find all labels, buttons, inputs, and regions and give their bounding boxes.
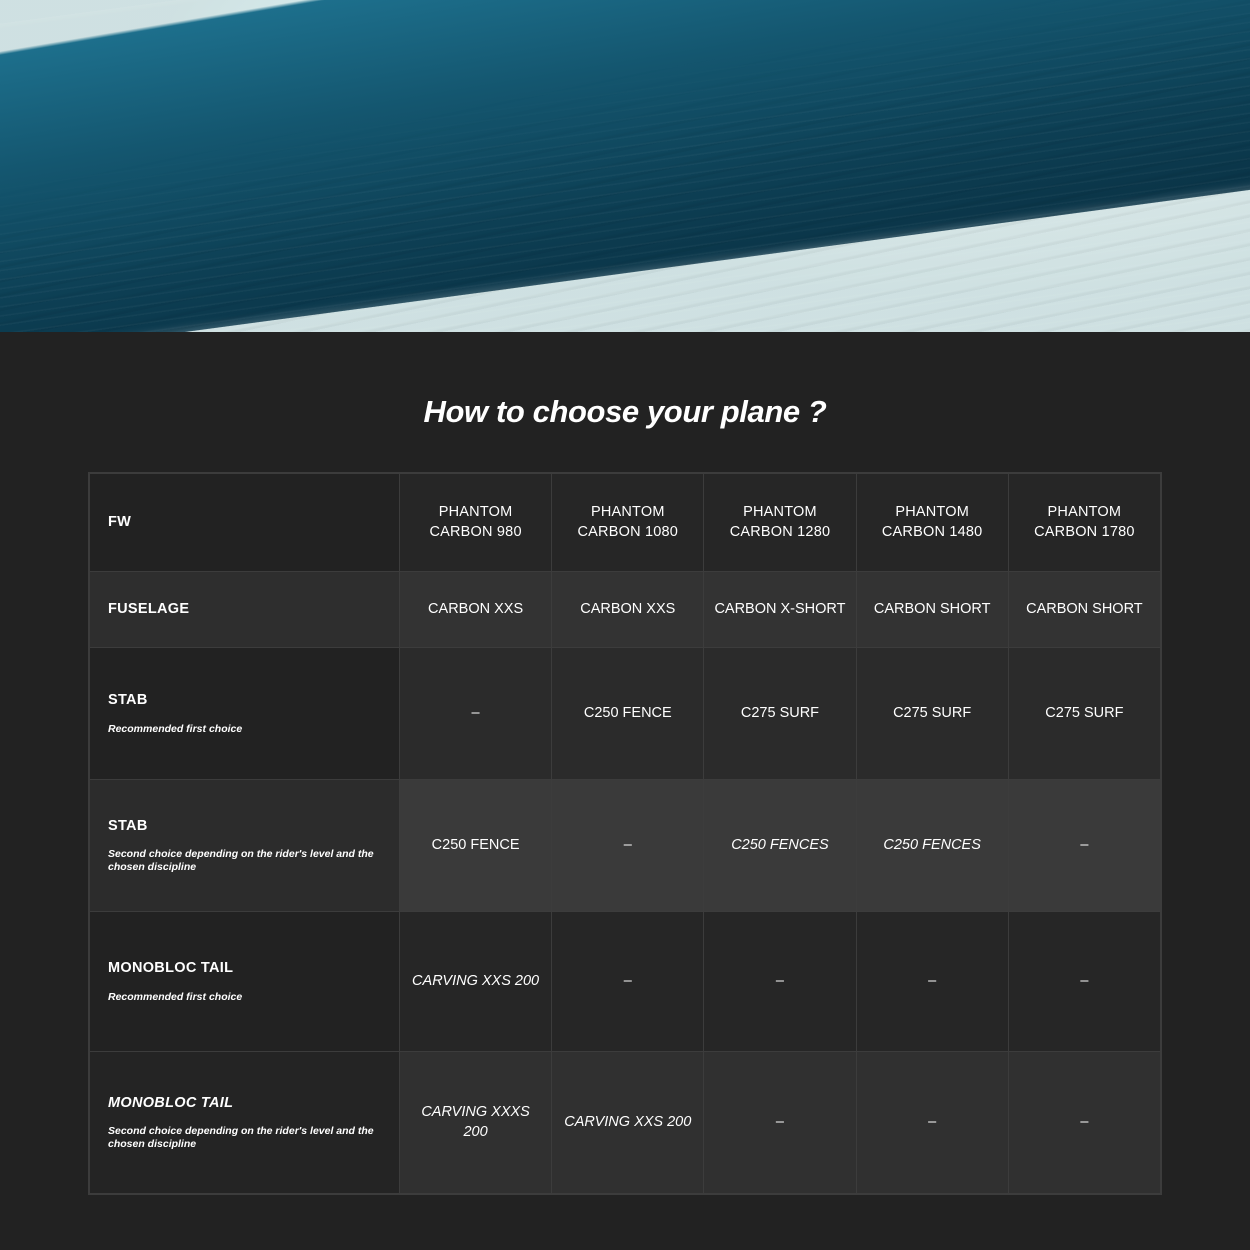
row-label-cell — [90, 648, 400, 780]
table-cell: PHANTOM CARBON 1780 — [1008, 474, 1160, 572]
table-cell: – — [856, 912, 1008, 1052]
table-cell: C275 SURF — [704, 648, 856, 780]
row-sublabel: Second choice depending on the rider's level and the chosen discipline — [108, 1125, 374, 1151]
row-label: MONOBLOC TAIL — [108, 960, 234, 977]
table-row — [90, 648, 1161, 780]
table-cell: C250 FENCES — [856, 780, 1008, 912]
row-label-cell — [90, 474, 400, 572]
table-cell: – — [400, 648, 552, 780]
table-row — [90, 780, 1161, 912]
table-cell: CARBON SHORT — [1008, 572, 1160, 648]
row-sublabel: Recommended first choice — [108, 990, 243, 1003]
table-cell: CARVING XXS 200 — [552, 1052, 704, 1194]
row-label-cell — [90, 572, 400, 648]
page-title: How to choose your plane ? — [423, 394, 827, 429]
spec-table — [89, 473, 1161, 1194]
row-label: FW — [108, 513, 132, 530]
table-cell: CARBON X-SHORT — [704, 572, 856, 648]
table-cell: – — [704, 912, 856, 1052]
table-cell: – — [1008, 1052, 1160, 1194]
table-cell: C250 FENCE — [552, 648, 704, 780]
table-cell: C275 SURF — [1008, 648, 1160, 780]
table-row — [90, 1052, 1161, 1194]
table-cell: – — [1008, 912, 1160, 1052]
hero-water-texture — [0, 0, 1250, 332]
table-row — [90, 572, 1161, 648]
table-cell: C250 FENCES — [704, 780, 856, 912]
spec-table-container — [88, 472, 1162, 1195]
row-sublabel: Second choice depending on the rider's level and the chosen discipline — [108, 848, 374, 874]
table-cell: CARBON XXS — [552, 572, 704, 648]
hero-image — [0, 0, 1250, 332]
row-label-cell — [90, 780, 400, 912]
table-row — [90, 912, 1161, 1052]
table-cell: C250 FENCE — [400, 780, 552, 912]
spec-table-body — [90, 474, 1161, 1194]
row-label: MONOBLOC TAIL — [108, 1094, 234, 1111]
row-label-cell — [90, 1052, 400, 1194]
table-cell: CARBON XXS — [400, 572, 552, 648]
row-label: STAB — [108, 692, 148, 709]
table-cell: – — [552, 780, 704, 912]
table-cell: – — [1008, 780, 1160, 912]
table-cell: PHANTOM CARBON 980 — [400, 474, 552, 572]
row-label: STAB — [108, 817, 148, 834]
table-row — [90, 474, 1161, 572]
table-cell: – — [552, 912, 704, 1052]
table-cell: CARVING XXXS 200 — [400, 1052, 552, 1194]
table-cell: PHANTOM CARBON 1080 — [552, 474, 704, 572]
row-label-cell — [90, 912, 400, 1052]
table-cell: – — [704, 1052, 856, 1194]
row-sublabel: Recommended first choice — [108, 722, 243, 735]
table-cell: PHANTOM CARBON 1480 — [856, 474, 1008, 572]
table-cell: CARBON SHORT — [856, 572, 1008, 648]
table-cell: – — [856, 1052, 1008, 1194]
table-cell: C275 SURF — [856, 648, 1008, 780]
row-label: FUSELAGE — [108, 600, 190, 617]
table-cell: CARVING XXS 200 — [400, 912, 552, 1052]
table-cell: PHANTOM CARBON 1280 — [704, 474, 856, 572]
